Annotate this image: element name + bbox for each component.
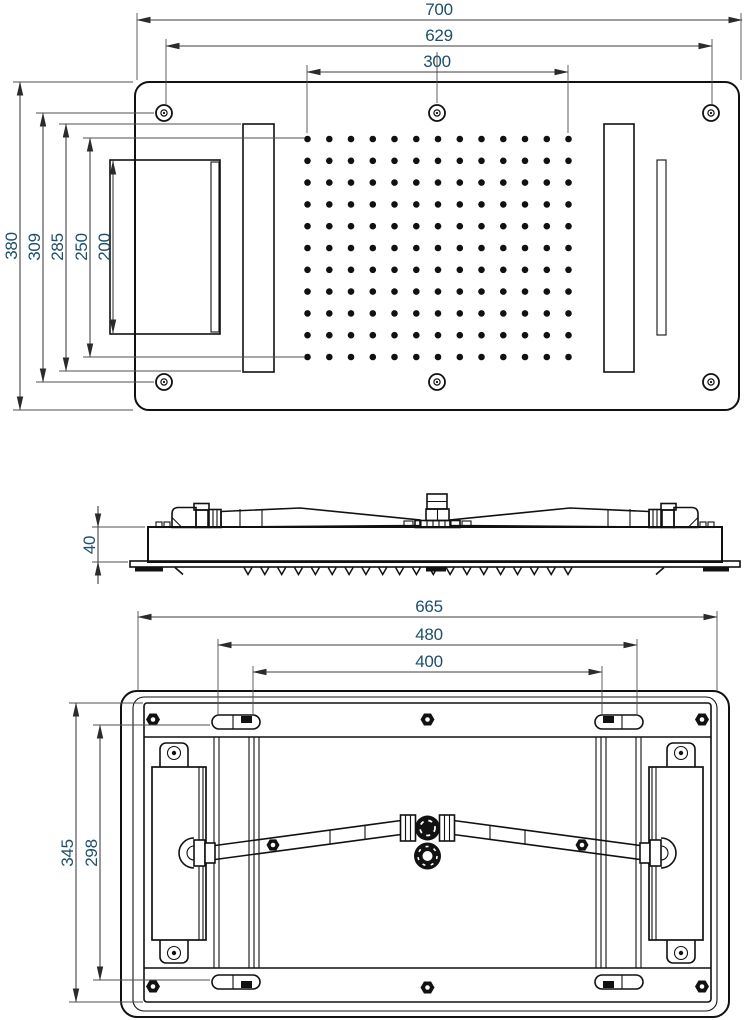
nozzle-dot — [544, 245, 551, 252]
nozzle-dot — [326, 179, 333, 186]
nozzle-dot — [457, 136, 464, 143]
nozzle-dot — [435, 288, 442, 295]
screw-hole — [429, 374, 445, 390]
hex-bolt-center — [151, 984, 156, 989]
nozzle-dot — [370, 245, 377, 252]
nozzle-dot — [478, 223, 485, 230]
mounting-slot-bottom-left — [212, 975, 260, 989]
screw-hole-center — [163, 381, 165, 383]
nozzle-dot — [544, 223, 551, 230]
hex-bolt-center — [700, 984, 705, 989]
nozzle-dot — [304, 267, 311, 274]
nozzle-dot — [370, 201, 377, 208]
nozzle-dot — [370, 288, 377, 295]
pipe-clamp-nut — [576, 839, 589, 850]
nozzle-dot — [348, 332, 355, 339]
nozzle-dot — [435, 136, 442, 143]
nozzle-dot — [522, 136, 529, 143]
nozzle-dot — [500, 332, 507, 339]
nozzle-dot — [413, 245, 420, 252]
nozzle-dot — [326, 310, 333, 317]
nozzle-dot — [457, 332, 464, 339]
nozzle-dot — [391, 267, 398, 274]
spray-nozzle — [446, 568, 454, 575]
nozzle-dot — [435, 223, 442, 230]
nozzle-dot — [304, 201, 311, 208]
spray-nozzle — [244, 568, 252, 575]
screw-hole-center — [436, 112, 438, 114]
dim-label-400: 400 — [415, 652, 443, 671]
nozzle-dot — [370, 332, 377, 339]
nozzle-dot — [370, 267, 377, 274]
hex-bolt-center — [425, 985, 430, 990]
dim-label-309: 309 — [25, 233, 44, 261]
nozzle-dot — [326, 245, 333, 252]
spray-nozzle — [311, 568, 319, 575]
nozzle-dot — [435, 201, 442, 208]
back-view — [58, 597, 729, 1017]
screw-hole — [703, 374, 719, 390]
spray-nozzle — [261, 568, 269, 575]
nozzle-dot — [522, 267, 529, 274]
nozzle-dot — [457, 158, 464, 165]
nozzle-dot — [478, 267, 485, 274]
spray-nozzle — [278, 568, 286, 575]
nozzle-dot — [413, 310, 420, 317]
nozzle-dot — [304, 158, 311, 165]
nozzle-dot — [457, 354, 464, 361]
mounting-slot-top-right — [595, 715, 643, 729]
nozzle-dot — [544, 288, 551, 295]
bracket-arm-right — [450, 508, 649, 527]
nozzle-dot — [457, 288, 464, 295]
spray-nozzle — [480, 568, 488, 575]
nozzle-dot — [326, 267, 333, 274]
nozzle-dot — [370, 179, 377, 186]
hex-bolt — [695, 713, 709, 725]
nozzle-dot — [304, 332, 311, 339]
dim-label-665: 665 — [415, 597, 443, 616]
nozzle-dot — [544, 267, 551, 274]
nozzle-dot — [565, 288, 572, 295]
spray-nozzle — [362, 568, 370, 575]
nozzle-dot — [478, 245, 485, 252]
nozzle-dot — [500, 223, 507, 230]
nozzle-dot — [544, 332, 551, 339]
nozzle-dot — [435, 354, 442, 361]
nozzle-dot — [478, 288, 485, 295]
dim-label-200: 200 — [95, 233, 114, 261]
nozzle-dot — [391, 332, 398, 339]
spray-nozzle — [345, 568, 353, 575]
screw-hole-center — [710, 381, 712, 383]
mounting-slot-bottom-right — [595, 975, 643, 989]
nozzle-dot — [522, 223, 529, 230]
nozzle-dot — [326, 288, 333, 295]
nozzle-dot — [413, 179, 420, 186]
nozzle-dot — [478, 179, 485, 186]
nozzle-dot — [500, 354, 507, 361]
nozzle-dot — [478, 158, 485, 165]
nozzle-dot — [370, 158, 377, 165]
dim-label-285: 285 — [48, 233, 67, 261]
nozzle-dot — [304, 223, 311, 230]
nozzle-dot — [370, 223, 377, 230]
nozzle-dot — [435, 245, 442, 252]
nozzle-dot — [457, 310, 464, 317]
nozzle-dot — [413, 332, 420, 339]
nozzle-dot — [304, 310, 311, 317]
nozzle-dot — [391, 223, 398, 230]
nozzle-dot — [435, 332, 442, 339]
nozzle-dot — [370, 136, 377, 143]
dim-label-700: 700 — [425, 0, 453, 19]
water-inlet — [414, 843, 441, 870]
nozzle-dot — [413, 136, 420, 143]
nozzle-dot — [565, 201, 572, 208]
nozzle-dot — [326, 332, 333, 339]
nozzle-dot — [478, 136, 485, 143]
plate-screw — [679, 751, 683, 755]
nozzle-dot — [391, 310, 398, 317]
spray-nozzle — [514, 568, 522, 575]
nozzle-dot — [413, 223, 420, 230]
nozzle-dot — [522, 201, 529, 208]
nozzle-dot — [304, 288, 311, 295]
nozzle-dot — [391, 136, 398, 143]
nozzle-dot — [478, 201, 485, 208]
nozzle-dot — [348, 158, 355, 165]
pipe-tee-fitting — [401, 815, 455, 841]
nozzle-dot — [391, 179, 398, 186]
dim-label-298: 298 — [82, 839, 101, 867]
dim-label-250: 250 — [72, 233, 91, 261]
nozzle-dot — [544, 136, 551, 143]
nozzle-dot — [478, 354, 485, 361]
waterfall-lip — [211, 162, 219, 332]
nozzle-dot — [348, 179, 355, 186]
hex-bolt — [421, 981, 435, 993]
nozzle-dot — [522, 179, 529, 186]
hex-bolt-center — [425, 717, 430, 722]
divider-bar-left — [243, 124, 274, 372]
nozzle-dot — [478, 332, 485, 339]
side-view — [80, 494, 740, 584]
nozzle-dot — [435, 310, 442, 317]
pipe-clamp-nut-center — [580, 843, 585, 848]
screw-hole — [703, 105, 719, 121]
hex-bolt — [421, 713, 435, 725]
nozzle-dot — [457, 201, 464, 208]
dim-40 — [80, 506, 145, 584]
nozzle-dot — [544, 179, 551, 186]
nozzle-dot — [391, 245, 398, 252]
nozzle-dot — [500, 136, 507, 143]
nozzle-dot — [391, 158, 398, 165]
nozzle-dot — [326, 201, 333, 208]
spray-nozzle — [295, 568, 303, 575]
nozzle-dot — [500, 179, 507, 186]
nozzle-dot — [522, 245, 529, 252]
hex-bolt — [695, 980, 709, 992]
nozzle-dot — [370, 310, 377, 317]
pipe-clamp-nut-center — [271, 843, 276, 848]
divider-bar-right — [604, 124, 634, 372]
hex-bolt — [146, 713, 160, 725]
nozzle-dot — [326, 136, 333, 143]
nozzle-dot — [500, 310, 507, 317]
nozzle-dot — [304, 179, 311, 186]
nozzle-dot — [413, 354, 420, 361]
screw-hole — [429, 105, 445, 121]
dim-label-380: 380 — [2, 232, 21, 260]
nozzle-dot — [435, 158, 442, 165]
nozzle-dot — [544, 158, 551, 165]
top-view — [2, 0, 742, 410]
nozzle-dot — [565, 267, 572, 274]
nozzle-dot — [544, 201, 551, 208]
nozzle-dot — [304, 354, 311, 361]
plate-screw — [172, 951, 176, 955]
nozzle-dot — [565, 310, 572, 317]
dim-200 — [95, 161, 114, 333]
dim-label-629: 629 — [425, 26, 453, 45]
nozzle-dot — [326, 158, 333, 165]
nozzle-dot — [565, 223, 572, 230]
nozzle-dot — [304, 136, 311, 143]
nozzle-dot — [348, 267, 355, 274]
mounting-bracket-left — [156, 504, 420, 528]
nozzle-dot — [304, 245, 311, 252]
nozzle-dot — [413, 201, 420, 208]
nozzle-dot — [500, 158, 507, 165]
waterfall-opening — [110, 160, 220, 334]
nozzle-dot — [413, 267, 420, 274]
mounting-slot-top-left — [212, 715, 260, 729]
screw-hole — [156, 374, 172, 390]
mounting-bracket-right — [450, 504, 714, 528]
nozzle-dot-grid — [304, 136, 572, 361]
screw-hole-center — [436, 381, 438, 383]
nozzle-dot — [565, 158, 572, 165]
nozzle-dot — [435, 179, 442, 186]
gasket-pad-left — [135, 567, 163, 572]
nozzle-dot — [544, 310, 551, 317]
nozzle-dot — [435, 267, 442, 274]
nozzle-dot — [391, 354, 398, 361]
hex-bolt — [146, 980, 160, 992]
screw-hole-center — [710, 112, 712, 114]
nozzle-dot — [522, 158, 529, 165]
nozzle-dot — [565, 179, 572, 186]
mist-slot-right — [657, 160, 666, 335]
hex-bolt-center — [700, 717, 705, 722]
dim-label-345: 345 — [58, 839, 77, 867]
screw-hole — [156, 105, 172, 121]
nozzle-dot — [348, 245, 355, 252]
spray-nozzle — [547, 568, 555, 575]
nozzle-dot — [457, 245, 464, 252]
spray-nozzle — [497, 568, 505, 575]
spray-nozzle — [412, 568, 420, 575]
spray-nozzle — [530, 568, 538, 575]
nozzle-dot — [522, 354, 529, 361]
pipe-clamp-nut — [267, 839, 280, 850]
nozzle-dot — [544, 354, 551, 361]
nozzle-dot — [413, 158, 420, 165]
housing-outline — [148, 527, 722, 562]
nozzle-dot — [413, 288, 420, 295]
spray-nozzle — [328, 568, 336, 575]
nozzle-dot — [348, 136, 355, 143]
inlet-fitting-side — [404, 494, 471, 528]
nozzle-dot — [500, 245, 507, 252]
plate-screw — [172, 751, 176, 755]
nozzle-dot — [500, 288, 507, 295]
nozzle-dot — [370, 354, 377, 361]
dim-400 — [253, 652, 602, 716]
nozzle-dot — [500, 267, 507, 274]
dim-label-480: 480 — [415, 625, 443, 644]
dim-665 — [138, 597, 717, 691]
nozzle-dot — [565, 354, 572, 361]
nozzle-dot — [522, 332, 529, 339]
nozzle-dot — [457, 179, 464, 186]
hex-bolt-center — [151, 717, 156, 722]
spray-nozzle — [564, 568, 572, 575]
nozzle-dot — [348, 201, 355, 208]
spray-nozzle — [379, 568, 387, 575]
nozzle-dot — [478, 310, 485, 317]
nozzle-dot — [500, 201, 507, 208]
nozzle-dot — [391, 288, 398, 295]
spray-nozzle-row — [244, 568, 572, 575]
nozzle-dot — [565, 332, 572, 339]
nozzle-dot — [391, 201, 398, 208]
slant-nozzle-left — [175, 568, 183, 575]
nozzle-dot — [457, 267, 464, 274]
nozzle-dot — [326, 223, 333, 230]
nozzle-dot — [457, 223, 464, 230]
nozzle-dot — [348, 310, 355, 317]
dim-label-40: 40 — [80, 535, 99, 555]
nozzle-dot — [565, 245, 572, 252]
nozzle-dot — [522, 288, 529, 295]
spray-nozzle — [396, 568, 404, 575]
nozzle-dot — [348, 223, 355, 230]
nozzle-dot — [565, 136, 572, 143]
spray-nozzle — [463, 568, 471, 575]
screw-hole-center — [163, 112, 165, 114]
dim-label-300: 300 — [423, 52, 451, 71]
nozzle-dot — [348, 288, 355, 295]
nozzle-dot — [522, 310, 529, 317]
bracket-arm-left — [221, 508, 420, 527]
nozzle-dot — [326, 354, 333, 361]
nozzle-dot — [348, 354, 355, 361]
gasket-pad-right — [703, 567, 729, 572]
slant-nozzle-right — [656, 568, 664, 575]
plate-screw — [679, 951, 683, 955]
